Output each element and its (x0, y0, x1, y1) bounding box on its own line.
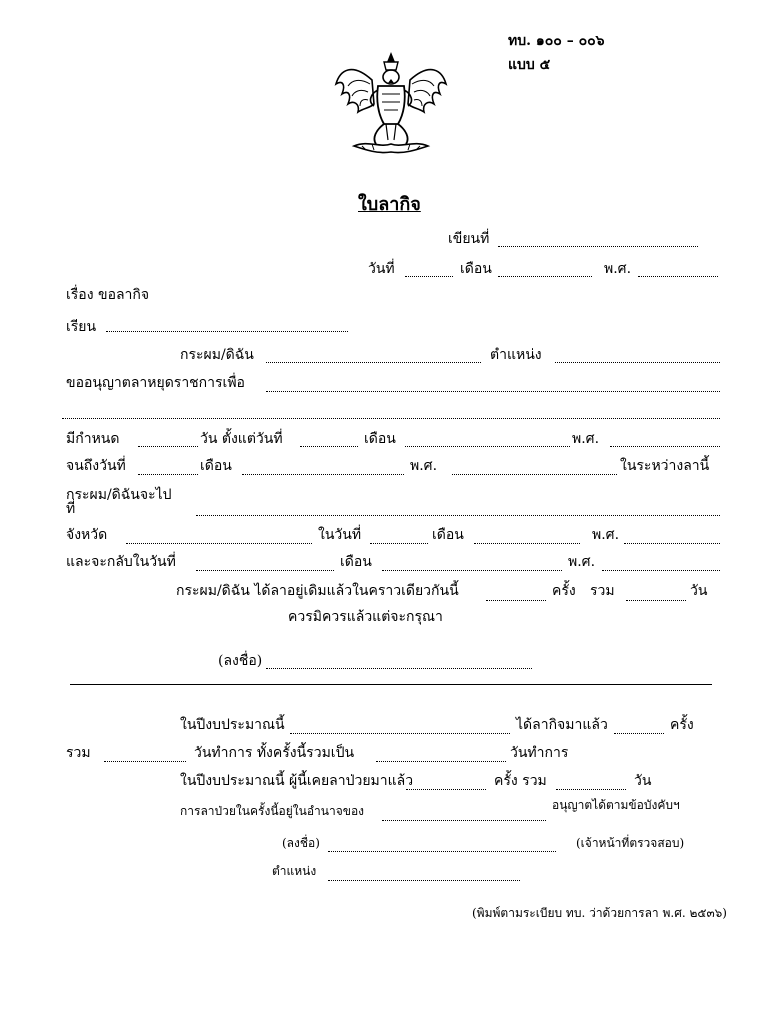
from-month-label: เดือน (364, 431, 396, 447)
to-label: เรียน (66, 319, 97, 335)
day-from-label: วัน ตั้งแต่วันที่ (200, 431, 283, 447)
destination-field[interactable] (196, 515, 720, 516)
return-year-label: พ.ศ. (568, 554, 596, 570)
on-date-label: ในวันที่ (318, 527, 362, 543)
fiscal-year-label: ในปีงบประมาณนี้ (180, 717, 285, 733)
working-days-total-field[interactable] (376, 761, 506, 762)
position-label: ตำแหน่ง (490, 347, 542, 363)
depart-year-field[interactable] (624, 543, 720, 544)
fiscal-year-field[interactable] (290, 733, 510, 734)
month-field[interactable] (498, 276, 592, 277)
written-at-label: เขียนที่ (448, 231, 490, 247)
garuda-emblem-icon (332, 50, 450, 158)
previous-total-label: รวม (590, 583, 615, 599)
officer-signature-field[interactable] (328, 851, 556, 852)
i-label: กระผม/ดิฉัน (180, 347, 254, 363)
officer-position-label: ตำแหน่ง (272, 864, 317, 878)
officer-total-field[interactable] (104, 761, 186, 762)
duration-days-field[interactable] (138, 446, 198, 447)
working-days-label: วันทำการ (510, 745, 569, 761)
position-field[interactable] (555, 362, 720, 363)
authority-label: การลาป่วยในครั้งนี้อยู่ในอำนาจของ (180, 804, 365, 818)
province-field[interactable] (126, 543, 312, 544)
taken-times-field[interactable] (614, 733, 664, 734)
authority-field[interactable] (382, 820, 546, 821)
sick-days-label: วัน (634, 773, 652, 789)
return-year-field[interactable] (602, 570, 720, 571)
working-days-incl-label: วันทำการ ทั้งครั้งนี้รวมเป็น (194, 745, 355, 761)
officer-total-label: รวม (66, 745, 91, 761)
to-field[interactable] (106, 331, 348, 332)
during-leave-label: ในระหว่างลานี้ (620, 458, 710, 474)
year-label: พ.ศ. (604, 261, 632, 277)
return-month-field[interactable] (382, 570, 562, 571)
month-label: เดือน (460, 261, 492, 277)
until-label: จนถึงวันที่ (66, 458, 126, 474)
return-date-field[interactable] (196, 570, 334, 571)
until-year-label: พ.ศ. (410, 458, 438, 474)
from-month-field[interactable] (405, 446, 570, 447)
sick-leave-label: ในปีงบประมาณนี้ ผู้นี้เคยลาป่วยมาแล้ว (180, 773, 414, 789)
name-field[interactable] (266, 362, 481, 363)
date-field[interactable] (405, 276, 453, 277)
depart-date-field[interactable] (370, 543, 428, 544)
from-year-label: พ.ศ. (572, 431, 600, 447)
inspector-label: (เจ้าหน้าที่ตรวจสอบ) (576, 836, 685, 850)
sick-times-field[interactable] (406, 789, 486, 790)
request-leave-label: ขออนุญาตลาหยุดราชการเพื่อ (66, 375, 245, 391)
sick-days-field[interactable] (556, 789, 626, 790)
will-go-to-label: กระผม/ดิฉันจะไป (66, 487, 172, 503)
depart-year-label: พ.ศ. (592, 527, 620, 543)
subject-label: เรื่อง ขอลากิจ (66, 287, 150, 303)
will-go-to-label-2: ที่ (66, 501, 76, 517)
form-type: แบบ ๕ (508, 57, 551, 73)
previous-days-label: วัน (690, 583, 708, 599)
officer-position-field[interactable] (328, 880, 520, 881)
signature-field[interactable] (266, 668, 532, 669)
officer-signature-label: (ลงชื่อ) (282, 836, 320, 850)
depart-month-field[interactable] (474, 543, 580, 544)
has-taken-leave-label: ได้ลากิจมาแล้ว (516, 717, 608, 733)
until-year-field[interactable] (452, 474, 617, 475)
approve-label: อนุญาตได้ตามข้อบังคับฯ (552, 798, 680, 812)
from-year-field[interactable] (610, 446, 720, 447)
until-month-label: เดือน (200, 458, 232, 474)
reason-field-2[interactable] (62, 418, 720, 419)
footer-note: (พิมพ์ตามระเบียบ ทบ. ว่าด้วยการลา พ.ศ. ๒๕๓๖) (472, 906, 727, 920)
until-month-field[interactable] (242, 474, 404, 475)
return-month-label: เดือน (340, 554, 372, 570)
province-label: จังหวัด (66, 527, 108, 543)
taken-times-label: ครั้ง (670, 717, 694, 733)
from-date-field[interactable] (300, 446, 358, 447)
reason-field[interactable] (266, 391, 720, 392)
previous-leave-label: กระผม/ดิฉัน ได้ลาอยู่เดิมแล้วในคราวเดียวกันนี้ (176, 583, 459, 599)
previous-days-field[interactable] (626, 600, 686, 601)
previous-times-field[interactable] (486, 600, 546, 601)
consider-label: ควรมิควรแล้วแต่จะกรุณา (288, 609, 443, 625)
signature-label: (ลงชื่อ) (218, 653, 263, 669)
form-code: ทบ. ๑๐๐ – ๐๐๖ (508, 33, 605, 49)
return-date-label: และจะกลับในวันที่ (66, 554, 176, 570)
until-date-field[interactable] (138, 474, 198, 475)
sick-times-total-label: ครั้ง รวม (494, 773, 547, 789)
year-field[interactable] (638, 276, 718, 277)
written-at-field[interactable] (498, 246, 698, 247)
previous-times-label: ครั้ง (552, 583, 576, 599)
section-divider (70, 684, 712, 685)
depart-month-label: เดือน (432, 527, 464, 543)
date-label: วันที่ (368, 261, 395, 277)
form-title: ใบลากิจ (358, 194, 421, 215)
duration-label: มีกำหนด (66, 431, 120, 447)
